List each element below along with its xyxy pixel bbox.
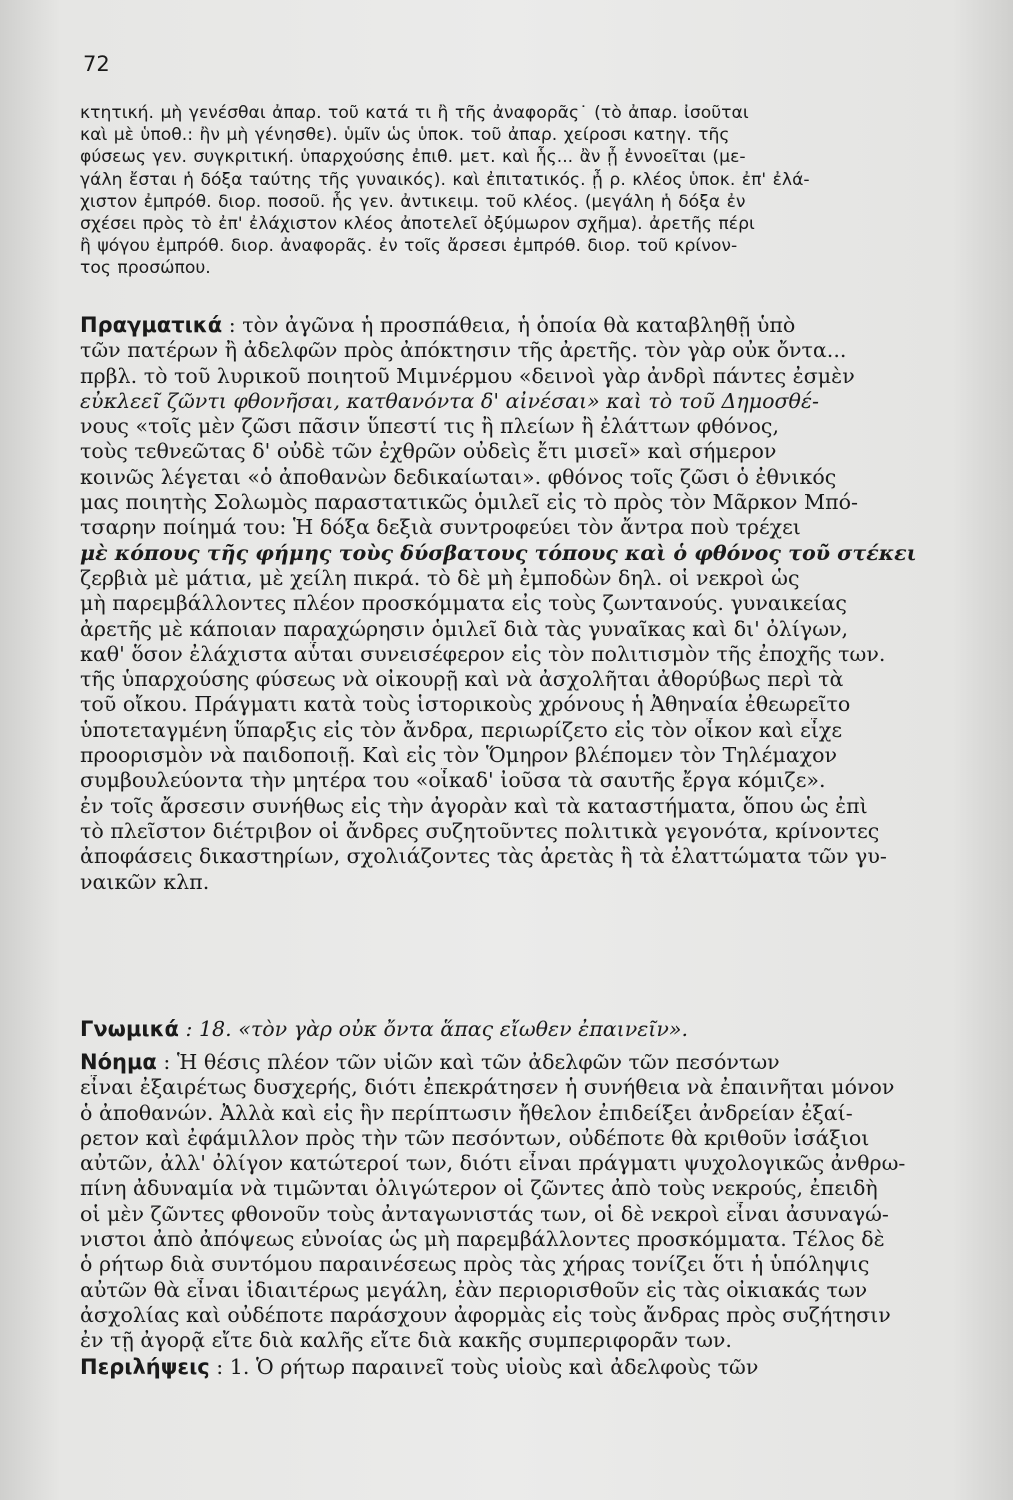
paragraph-line: ἀποφάσεις δικαστηρίων, σχολιάζοντες τὰς ἀρετὰς ἢ τὰ ἐλαττώματα τῶν γυ-	[80, 844, 887, 869]
paragraph-line: ναικῶν κλπ.	[80, 869, 210, 894]
paragraph-line: μὴ παρεμβάλλοντες πλέον προσκόμματα εἰς τοὺς ζωντανούς. γυναικείας	[80, 591, 847, 616]
paragraph-line: αὐτῶν, ἀλλ' ὀλίγον κατώτεροί των, διότι εἶναι πράγματι ψυχολογικῶς ἀνθρω-	[80, 1151, 906, 1176]
paragraph-line: πρβλ. τὸ τοῦ λυρικοῦ ποιητοῦ Μιμνέρμου «δεινοὶ γὰρ ἀνδρὶ πάντες ἐσμὲν	[80, 363, 855, 388]
paragraph-line: ὁ ρήτωρ διὰ συντόμου παραινέσεως πρὸς τὰς χήρας τονίζει ὅτι ἡ ὑπόληψις	[80, 1252, 870, 1277]
paragraph-line: εἶναι ἐξαιρέτως δυσχερής, διότι ἐπεκράτησεν ἡ συνήθεια νὰ ἐπαινῆται μόνον	[80, 1075, 895, 1100]
paragraph-line: : 1. Ὁ ρήτωρ παραινεῖ τοὺς υἱοὺς καὶ ἀδελφοὺς τῶν	[216, 1355, 759, 1379]
paragraph-line: τοῦ οἴκου. Πράγματι κατὰ τοὺς ἱστορικοὺς χρόνους ἡ Ἀθηναία ἐθεωρεῖτο	[80, 692, 851, 717]
paragraph-line: νιστοι ἀπὸ ἀπόψεως εὐνοίας ὡς μὴ παρεμβάλλοντες προσκόμματα. Τέλος δὲ	[80, 1227, 885, 1252]
section-perilipseis	[80, 1355, 965, 1380]
section-heading: Περιλήψεις	[80, 1355, 210, 1379]
paragraph-line: κοινῶς λέγεται «ὁ ἀποθανὼν δεδικαίωται». φθόνος τοῖς ζῶσι ὁ ἐθνικός	[80, 464, 837, 489]
paragraph-line: μὲ κόπους τῆς φήμης τοὺς δύσβατους τόπους καὶ ὁ φθόνος τοῦ στέκει	[80, 540, 917, 565]
paragraph-line: προορισμὸν νὰ παιδοποιῇ. Καὶ εἰς τὸν Ὅμηρον βλέπομεν τὸν Τηλέμαχον	[80, 743, 838, 768]
paragraph-line: πίνη ἀδυναμία νὰ τιμῶνται ὀλιγώτερον οἱ ζῶντες ἀπὸ τοὺς νεκρούς, ἐπειδὴ	[80, 1176, 878, 1201]
grammar-notes	[80, 102, 965, 280]
paragraph-line: ὑποτεταγμένη ὕπαρξις εἰς τὸν ἄνδρα, περιωρίζετο εἰς τὸν οἶκον καὶ εἶχε	[80, 717, 843, 742]
paragraph-line: : τὸν ἀγῶνα ἡ προσπάθεια, ἡ ὁποία θὰ καταβληθῇ ὑπὸ	[228, 313, 796, 337]
paragraph-line: εὐκλεεῖ ζῶντι φθονῆσαι, κατθανόντα δ' αἰνέσαι» καὶ τὸ τοῦ Δημοσθέ-	[80, 388, 819, 413]
notes-line: χιστον ἐμπρόθ. διορ. ποσοῦ. ἧς γεν. ἀντικειμ. τοῦ κλέος. (μεγάλη ἡ δόξα ἐν	[80, 191, 746, 212]
section-first-line	[80, 1017, 965, 1042]
paragraph-line: ἐν τοῖς ἄρσεσιν συνήθως εἰς τὴν ἀγορὰν καὶ τὰ καταστήματα, ὅπου ὡς ἐπὶ	[80, 793, 868, 818]
paragraph-line: αὐτῶν θὰ εἶναι ἰδιαιτέρως μεγάλη, ἐὰν περιορισθοῦν εἰς τὰς οἰκιακάς των	[80, 1277, 868, 1302]
paragraph-line: ρετον καὶ ἐφάμιλλον πρὸς τὴν τῶν πεσόντων, οὐδέποτε θὰ κριθοῦν ἰσάξιοι	[80, 1125, 870, 1150]
notes-line: γάλη ἔσται ἡ δόξα ταύτης τῆς γυναικός). καὶ ἐπιτατικός. ᾖ ρ. κλέος ὑποκ. ἐπ' ἐλά-	[80, 169, 810, 190]
paragraph-line: ὁ ἀποθανών. Ἀλλὰ καὶ εἰς ἣν περίπτωσιν ἤθελον ἐπιδείξει ἀνδρείαν ἐξαί-	[80, 1100, 853, 1125]
notes-line: τος προσώπου.	[80, 258, 211, 279]
section-heading: Νόημα	[80, 1050, 157, 1074]
section-first-line	[80, 1355, 965, 1380]
section-first-line	[80, 1050, 965, 1075]
paragraph-line: ζερβιὰ μὲ μάτια, μὲ χείλη πικρά. τὸ δὲ μὴ ἐμποδὼν δηλ. οἱ νεκροὶ ὡς	[80, 565, 800, 590]
section-pragmatika	[80, 313, 965, 895]
paragraph-line: νους «τοῖς μὲν ζῶσι πᾶσιν ὕπεστί τις ἢ πλείων ἢ ἐλάττων φθόνος,	[80, 414, 780, 439]
paragraph-line: τῆς ὑπαρχούσης φύσεως νὰ οἰκουρῇ καὶ νὰ ἀσχολῆται ἀθορύβως περὶ τὰ	[80, 667, 844, 692]
notes-line: κτητική. μὴ γενέσθαι ἀπαρ. τοῦ κατά τι ἢ τῆς ἀναφορᾶς˙ (τὸ ἀπαρ. ἰσοῦται	[80, 103, 749, 123]
section-heading: Γνωμικά	[80, 1017, 179, 1041]
paragraph-line: καθ' ὅσον ἐλάχιστα αὗται συνεισέφερον εἰς τὸν πολιτισμὸν τῆς ἐποχῆς των.	[80, 641, 886, 666]
notes-line: φύσεως γεν. συγκριτική. ὑπαρχούσης ἐπιθ. μετ. καὶ ἧς... ἂν ᾖ ἐννοεῖται (με-	[80, 147, 746, 168]
paragraph-line: ἐν τῇ ἀγορᾷ εἴτε διὰ καλῆς εἴτε διὰ κακῆς συμπεριφορᾶν των.	[80, 1328, 732, 1353]
section-heading: Πραγματικά	[80, 313, 223, 337]
paragraph-line: οἱ μὲν ζῶντες φθονοῦν τοὺς ἀνταγωνιστάς των, οἱ δὲ νεκροὶ εἶναι ἀσυναγώ-	[80, 1201, 889, 1226]
paragraph-line: μας ποιητὴς Σολωμὸς παραστατικῶς ὁμιλεῖ εἰς τὸ πρὸς τὸν Μᾶρκον Μπό-	[80, 490, 858, 515]
page-number: 72	[83, 52, 110, 76]
paragraph-line: : 18. «τὸν γὰρ οὐκ ὄντα ἅπας εἴωθεν ἐπαινεῖν».	[185, 1017, 689, 1041]
section-gnomika	[80, 1017, 965, 1042]
paragraph-line: ἀσχολίας καὶ οὐδέποτε παράσχουν ἀφορμὰς εἰς τοὺς ἄνδρας πρὸς συζήτησιν	[80, 1302, 891, 1327]
notes-line: σχέσει πρὸς τὸ ἐπ' ἐλάχιστον κλέος ἀποτελεῖ ὀξύμωρον σχῆμα). ἀρετῆς πέρι	[80, 214, 755, 235]
paragraph-line: ἀρετῆς μὲ κάποιαν παραχώρησιν ὁμιλεῖ διὰ τὰς γυναῖκας καὶ δι' ὀλίγων,	[80, 616, 849, 641]
paragraph-line: συμβουλεύοντα τὴν μητέρα του «οἶκαδ' ἰοῦσα τὰ σαυτῆς ἔργα κόμιζε».	[80, 768, 826, 793]
section-first-line	[80, 313, 965, 338]
notes-line: ἢ ψόγου ἐμπρόθ. διορ. ἀναφορᾶς. ἐν τοῖς ἄρσεσι ἐμπρόθ. διορ. τοῦ κρίνον-	[80, 236, 738, 257]
paragraph-line: τοὺς τεθνεῶτας δ' οὐδὲ τῶν ἐχθρῶν οὐδεὶς ἔτι μισεῖ» καὶ σήμερον	[80, 439, 777, 464]
paragraph-line: τσαρην ποίημά του: Ἡ δόξα δεξιὰ συντροφεύει τὸν ἄντρα ποὺ τρέχει	[80, 515, 801, 540]
paragraph-line: : Ἡ θέσις πλέον τῶν υἱῶν καὶ τῶν ἀδελφῶν τῶν πεσόντων	[163, 1050, 780, 1074]
paragraph-line: τῶν πατέρων ἢ ἀδελφῶν πρὸς ἀπόκτησιν τῆς ἀρετῆς. τὸν γὰρ οὐκ ὄντα...	[80, 338, 847, 363]
notes-line: καὶ μὲ ὑποθ.: ἢν μὴ γένησθε). ὑμῖν ὡς ὑποκ. τοῦ ἀπαρ. χείροσι κατηγ. τῆς	[80, 125, 730, 146]
section-noima	[80, 1050, 965, 1354]
paragraph-line: τὸ πλεῖστον διέτριβον οἱ ἄνδρες συζητοῦντες πολιτικὰ γεγονότα, κρίνοντες	[80, 818, 880, 843]
